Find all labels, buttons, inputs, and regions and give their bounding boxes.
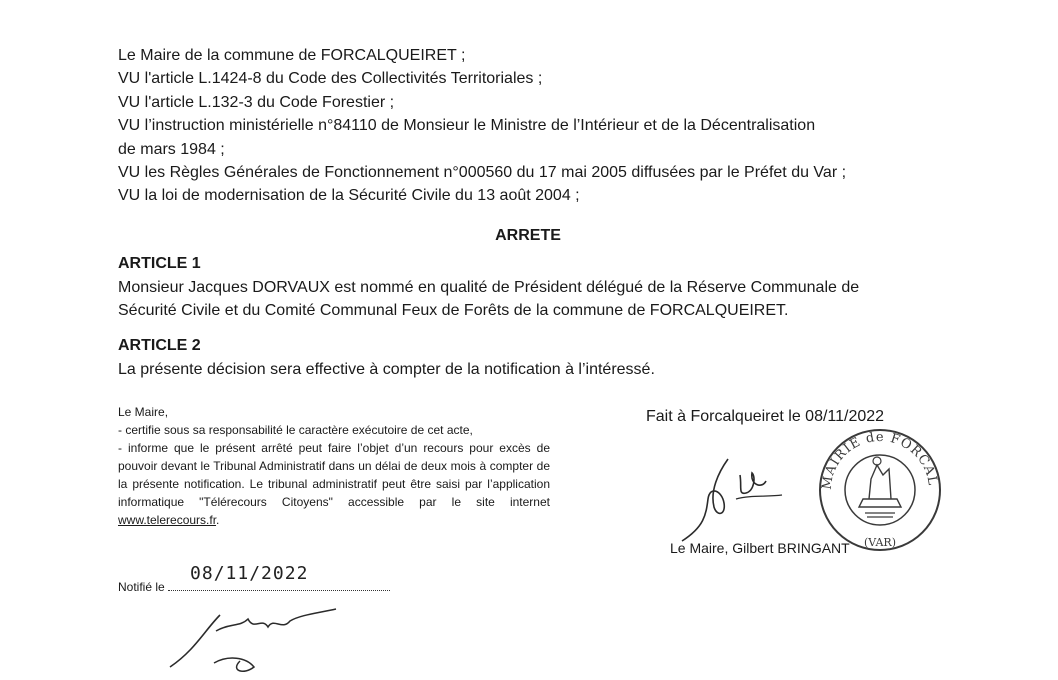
- decree-heading: ARRETE: [495, 226, 561, 244]
- article-1-text: Sécurité Civile et du Comité Communal Feux de Forêts de la commune de FORCALQUEIRET.: [118, 302, 789, 320]
- article-2-text: La présente décision sera effective à compter de la notification à l’intéressé.: [118, 360, 655, 378]
- article-2-title: ARTICLE 2: [118, 337, 201, 355]
- preamble-line: VU l'article L.132-3 du Code Forestier ;: [118, 93, 395, 111]
- preamble-line: VU l'article L.1424-8 du Code des Collectivités Territoriales ;: [118, 70, 543, 88]
- legal-notice: [118, 403, 550, 529]
- telerecours-link[interactable]: www.telerecours.fr: [118, 513, 217, 527]
- svg-text:MAIRIE de FORCALQUEIRET: [815, 425, 940, 491]
- notice-intro: Le Maire,: [118, 405, 169, 419]
- recipient-signature: [150, 605, 350, 680]
- preamble-line: VU les Règles Générales de Fonctionnement n°000560 du 17 mai 2005 diffusées par le Préfet du Var ;: [118, 164, 847, 182]
- seal-text: MAIRIE de FORCAL: [819, 429, 940, 491]
- notified-label: Notifié le: [118, 580, 165, 594]
- notice-certify: - certifie sous sa responsabilité le caractère exécutoire de cet acte,: [118, 423, 473, 437]
- preamble-line: VU l’instruction ministérielle n°84110 de Monsieur le Ministre de l’Intérieur et de la Décentralisation: [118, 117, 816, 135]
- handwritten-date: 08/11/2022: [190, 563, 309, 584]
- link-suffix: .: [216, 513, 220, 527]
- preamble-line: Le Maire de la commune de FORCALQUEIRET ;: [118, 47, 466, 64]
- mayor-signature: [680, 455, 790, 550]
- place-date: Fait à Forcalqueiret le 08/11/2022: [646, 408, 885, 425]
- seal-subtext: (VAR): [863, 536, 897, 549]
- article-1-title: ARTICLE 1: [118, 255, 201, 273]
- notification-line: [118, 563, 390, 594]
- article-1-text: Monsieur Jacques DORVAUX est nommé en qualité de Président délégué de la Réserve Communale de: [118, 278, 860, 296]
- notice-appeal: [118, 439, 550, 529]
- decree-body: [118, 44, 938, 381]
- preamble-line: de mars 1984 ;: [118, 140, 225, 158]
- preamble-line: VU la loi de modernisation de la Sécurité Civile du 13 août 2004 ;: [118, 187, 580, 205]
- notified-date-field: [168, 563, 390, 591]
- notice-appeal-text: - informe que le présent arrêté peut faire l’objet d’un recours pour excès de pouvoir devant le Tribunal Administratif dans un délai de deux mois à compter de la présente notification. Le tribunal administratif peut être saisi par l’application informatique "Télérecours Citoyens" accessible par le site internet: [118, 441, 550, 509]
- signer-name: Le Maire, Gilbert BRINGANT: [670, 540, 850, 556]
